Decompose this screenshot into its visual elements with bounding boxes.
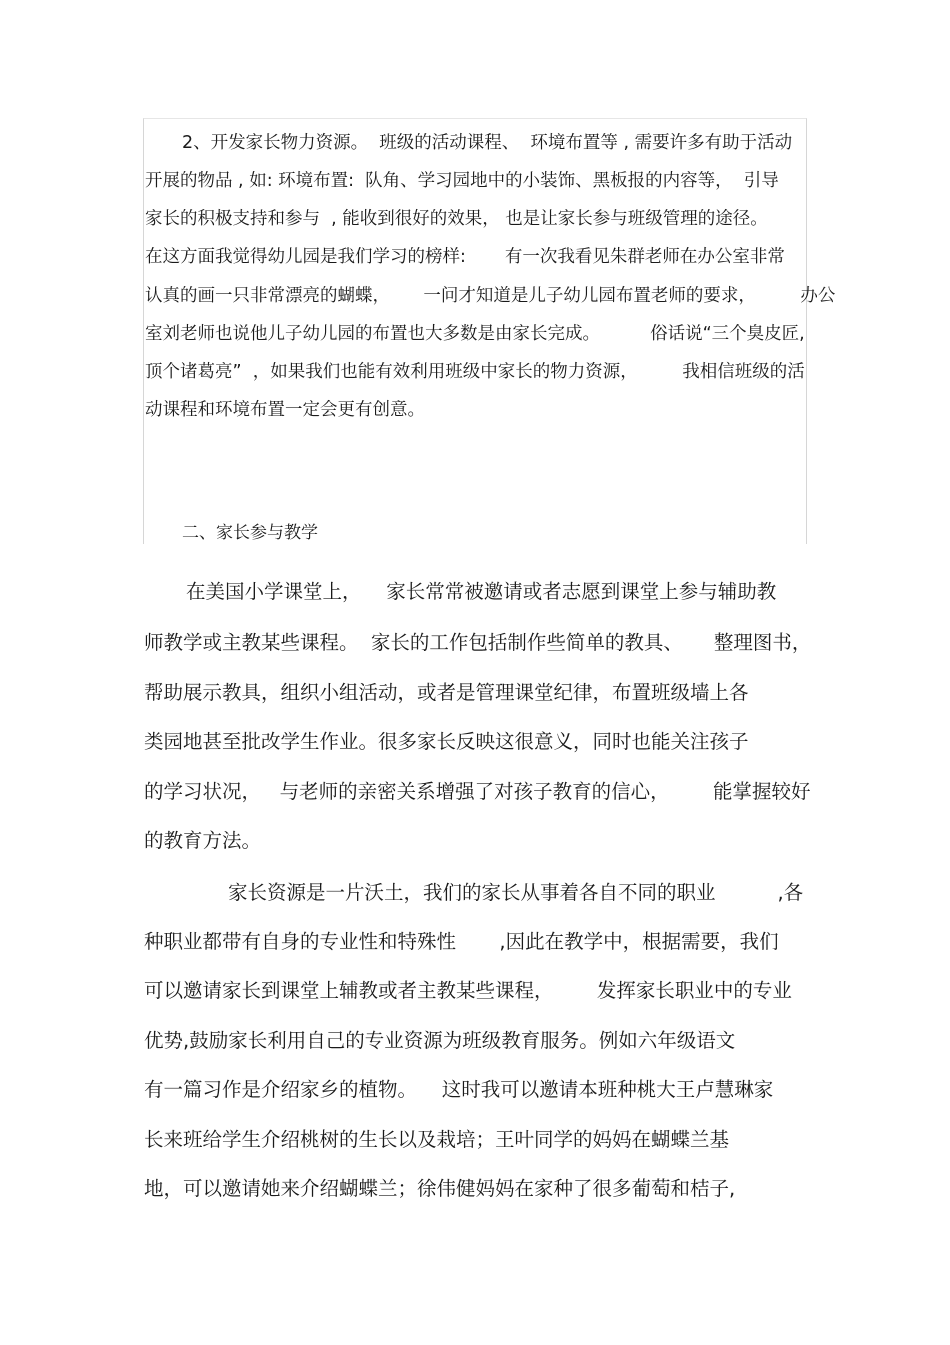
teaching-paragraph-2-line-6: 长来班给学生介绍桃树的生长以及栽培；王叶同学的妈妈在蝴蝶兰基 (144, 1128, 730, 1151)
physical-resources-line-2: 开展的物品 , 如: 环境布置: 队角、学习园地中的小装饰、黑板报的内容等， 引导 (145, 171, 779, 191)
teaching-paragraph-1-line-4: 类园地甚至批改学生作业。很多家长反映这很意义，同时也能关注孩子 (144, 730, 749, 753)
physical-resources-line-6: 室刘老师也说他儿子幼儿园的布置也大多数是由家长完成。 俗话说“三个臭皮匠, (145, 324, 805, 344)
teaching-paragraph-1-line-3: 帮助展示教具，组织小组活动，或者是管理课堂纪律，布置班级墙上各 (144, 681, 749, 704)
physical-resources-line-3: 家长的积极支持和参与 , 能收到很好的效果， 也是让家长参与班级管理的途径。 (145, 209, 768, 229)
teaching-paragraph-2-line-7: 地，可以邀请她来介绍蝴蝶兰；徐伟健妈妈在家种了很多葡萄和桔子, (144, 1177, 736, 1200)
teaching-paragraph-1-line-6: 的教育方法。 (144, 829, 262, 852)
teaching-paragraph-2-line-1: 家长资源是一片沃土，我们的家长从事着各自不同的职业 ,各 (228, 881, 804, 904)
physical-resources-line-4: 在这方面我觉得幼儿园是我们学习的榜样: 有一次我看见朱群老师在办公室非常 (145, 247, 785, 267)
teaching-paragraph-2-line-2: 种职业都带有自身的专业性和特殊性 ,因此在教学中，根据需要，我们 (144, 930, 779, 953)
physical-resources-line-7: 顶个诸葛亮” ，如果我们也能有效利用班级中家长的物力资源， 我相信班级的活 (145, 362, 805, 382)
teaching-paragraph-2-line-5: 有一篇习作是介绍家乡的植物。 这时我可以邀请本班种桃大王卢慧琳家 (144, 1078, 774, 1101)
physical-resources-line-8: 动课程和环境布置一定会更有创意。 (145, 400, 425, 420)
teaching-paragraph-2-line-3: 可以邀请家长到课堂上辅教或者主教某些课程， 发挥家长职业中的专业 (144, 979, 792, 1002)
physical-resources-line-5: 认真的画一只非常漂亮的蝴蝶， 一问才知道是儿子幼儿园布置老师的要求， 办公 (145, 286, 836, 306)
section-heading: 二、家长参与教学 (182, 523, 318, 543)
teaching-paragraph-2-line-4: 优势,鼓励家长利用自己的专业资源为班级教育服务。例如六年级语文 (144, 1029, 736, 1052)
physical-resources-line-1: 2、开发家长物力资源。 班级的活动课程、 环境布置等 , 需要许多有助于活动 (182, 133, 793, 153)
teaching-paragraph-1-line-1: 在美国小学课堂上， 家长常常被邀请或者志愿到课堂上参与辅助教 (186, 580, 777, 603)
teaching-paragraph-1-line-2: 师教学或主教某些课程。 家长的工作包括制作些简单的教具、 整理图书， (144, 631, 812, 654)
teaching-paragraph-1-line-5: 的学习状况， 与老师的亲密关系增强了对孩子教育的信心， 能掌握较好 (144, 780, 811, 803)
